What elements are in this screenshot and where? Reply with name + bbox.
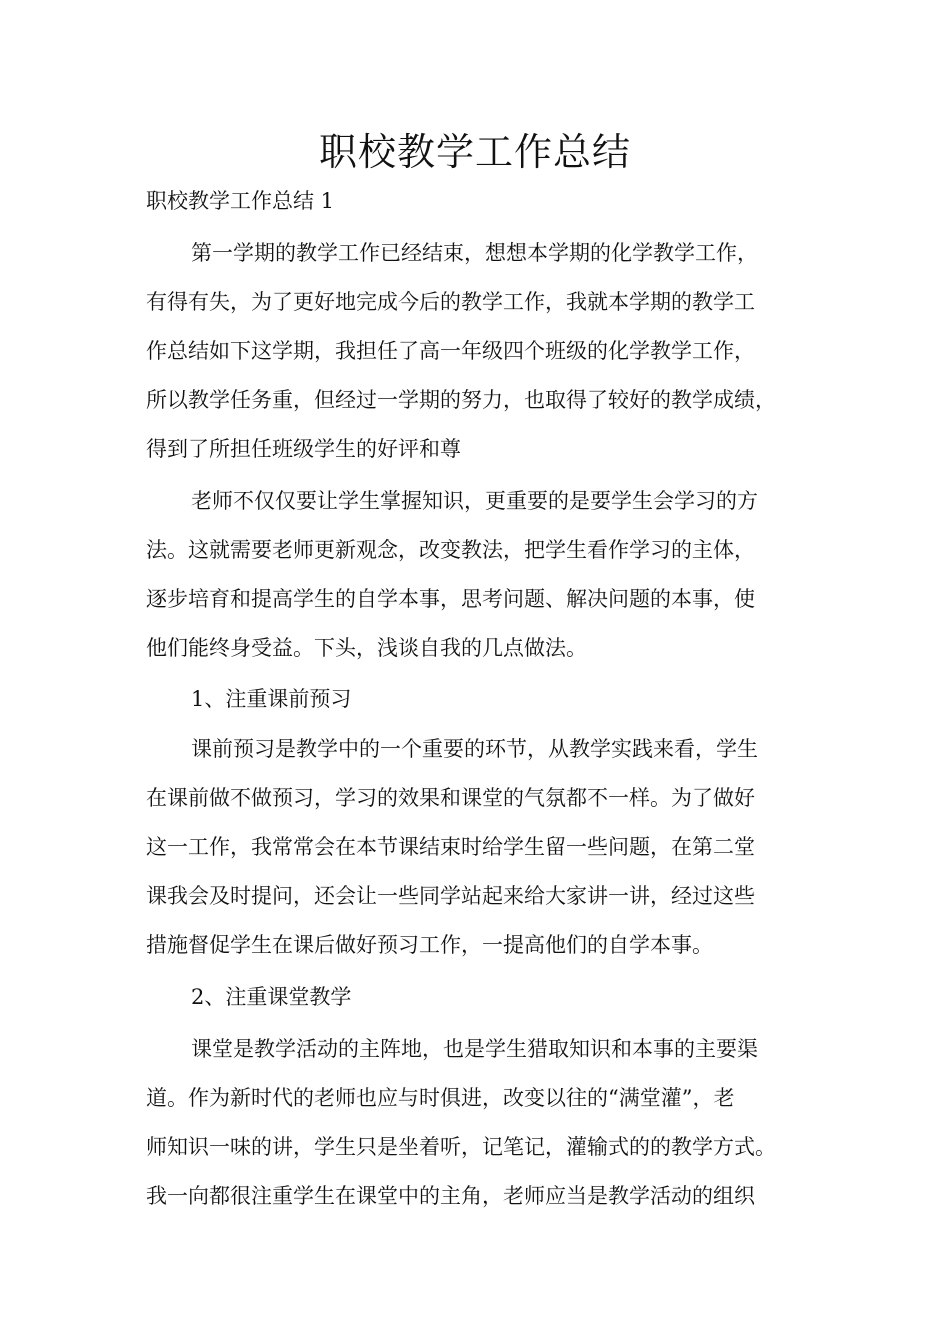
paragraph-line: 逐步培育和提高学生的自学本事，思考问题、解决问题的本事，使 (146, 587, 755, 611)
paragraph-line: 得到了所担任班级学生的好评和尊 (146, 437, 461, 461)
paragraph-line: 师知识一味的讲，学生只是坐着听，记笔记，灌输式的的教学方式。 (146, 1135, 776, 1159)
section-heading: 1、注重课前预习 (191, 687, 352, 711)
paragraph-line: 所以教学任务重，但经过一学期的努力，也取得了较好的教学成绩， (146, 388, 776, 412)
paragraph-line: 有得有失，为了更好地完成今后的教学工作，我就本学期的教学工 (146, 290, 755, 314)
document-subtitle: 职校教学工作总结 1 (146, 189, 335, 213)
paragraph-line: 在课前做不做预习，学习的效果和课堂的气氛都不一样。为了做好 (146, 786, 755, 810)
document-title: 职校教学工作总结 (318, 130, 631, 174)
paragraph-line: 他们能终身受益。下头，浅谈自我的几点做法。 (146, 636, 587, 660)
paragraph-line: 道。作为新时代的老师也应与时俱进，改变以往的“满堂灌”，老 (146, 1086, 735, 1110)
paragraph-line: 我一向都很注重学生在课堂中的主角，老师应当是教学活动的组织 (146, 1184, 755, 1208)
paragraph-line: 老师不仅仅要让学生掌握知识，更重要的是要学生会学习的方 (191, 489, 758, 513)
paragraph-line: 这一工作，我常常会在本节课结束时给学生留一些问题，在第二堂 (146, 835, 755, 859)
paragraph-line: 课堂是教学活动的主阵地，也是学生猎取知识和本事的主要渠 (191, 1037, 758, 1061)
paragraph-line: 措施督促学生在课后做好预习工作，一提高他们的自学本事。 (146, 933, 713, 957)
paragraph-line: 第一学期的教学工作已经结束，想想本学期的化学教学工作， (191, 241, 758, 265)
paragraph-line: 课前预习是教学中的一个重要的环节，从教学实践来看，学生 (191, 737, 758, 761)
paragraph-line: 法。这就需要老师更新观念，改变教法，把学生看作学习的主体， (146, 538, 755, 562)
paragraph-line: 课我会及时提问，还会让一些同学站起来给大家讲一讲，经过这些 (146, 884, 755, 908)
paragraph-line: 作总结如下这学期，我担任了高一年级四个班级的化学教学工作， (146, 339, 755, 363)
section-heading: 2、注重课堂教学 (191, 985, 352, 1009)
